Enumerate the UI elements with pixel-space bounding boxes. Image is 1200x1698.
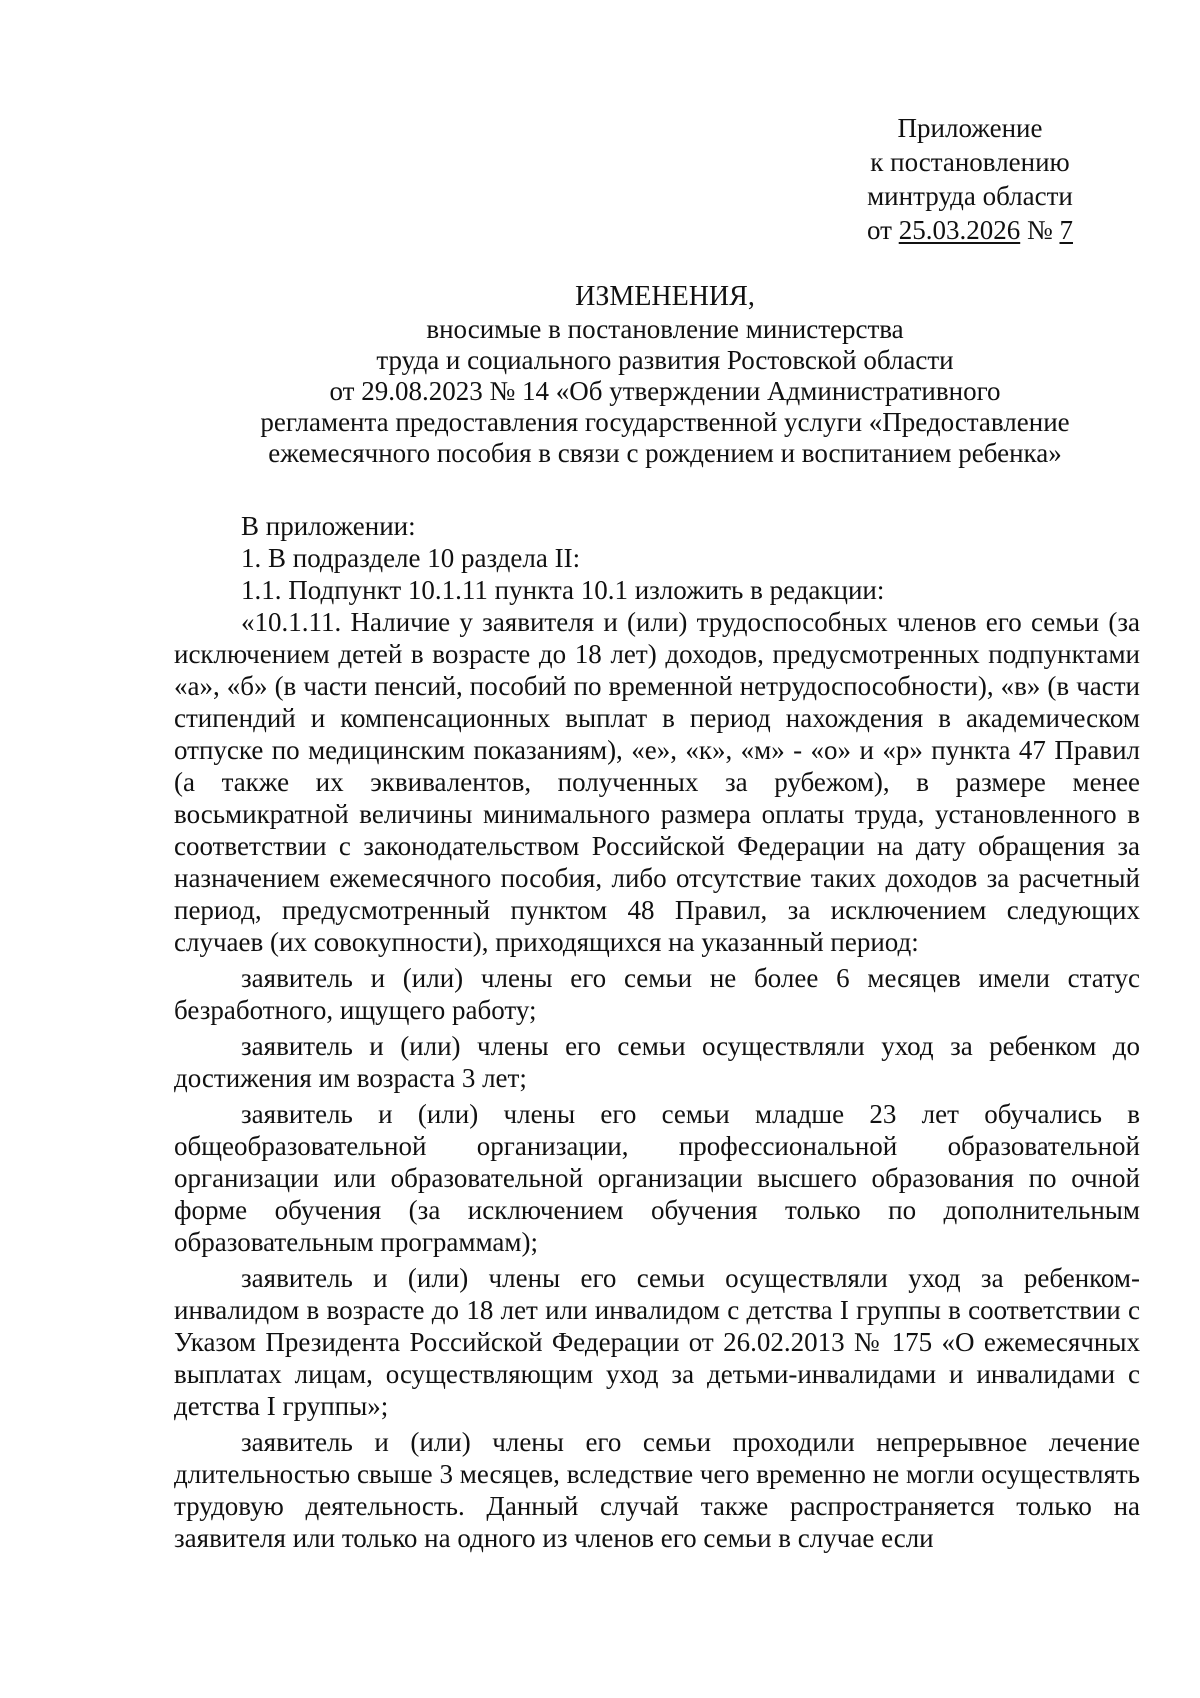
appendix-line-2: к постановлению [870,147,1070,177]
body-paragraph: заявитель и (или) члены его семьи не более 6 месяцев имели статус безработного, ищущего работу; [174,963,1140,1025]
title-line: ежемесячного пособия в связи с рождением и воспитанием ребенка» [268,438,1062,468]
document-body [174,510,1140,1554]
body-paragraph: 1.1. Подпункт 10.1.11 пункта 10.1 изложить в редакции: [241,575,885,605]
title-line: регламента предоставления государственной услуги «Предоставление [260,407,1070,437]
document-title [168,280,1162,469]
body-paragraph: «10.1.11. Наличие у заявителя и (или) трудоспособных членов его семьи (за исключением детей в возрасте до 18 лет) доходов, предусмотренных подпунктами «а», «б» (в части пенсий, пособий по временной нетрудоспособности), «в» (в части стипендий и компенсационных выплат в период нахождения в академическом отпуске по медицинским показаниям), «е», «к», «м» - «о» и «р» пункта 47 Правил (а также их эквивалентов, полученных за рубежом), в размере менее восьмикратной величины минимального размера оплаты труда, установленного в соответствии с законодательством Российской Федерации на дату обращения за назначением ежемесячного пособия, либо отсутствие таких доходов за расчетный период, предусмотренный пунктом 48 Правил, за исключением следующих случаев (их совокупности), приходящихся на указанный период: [174,607,1140,957]
appendix-block [820,111,1120,247]
title-line: труда и социального развития Ростовской области [376,345,954,375]
appendix-line-1: Приложение [897,113,1043,143]
body-paragraph: заявитель и (или) члены его семьи проходили непрерывное лечение длительностью свыше 3 месяцев, вследствие чего временно не могли осуществлять трудовую деятельность. Данный случай также распространяется только на заявителя или только на одного из членов его семьи в случае если [174,1427,1140,1553]
title-heading: ИЗМЕНЕНИЯ, [575,281,755,312]
title-line: от 29.08.2023 № 14 «Об утверждении Административного [329,376,1001,406]
appendix-date-prefix: от [867,215,899,245]
appendix-date: 25.03.2026 [898,215,1021,245]
title-line: вносимые в постановление министерства [426,314,904,344]
body-paragraph: 1. В подразделе 10 раздела II: [241,543,581,573]
body-paragraph: заявитель и (или) члены его семьи осуществляли уход за ребенком-инвалидом в возрасте до 18 лет или инвалидом с детства I группы в соответствии с Указом Президента Российской Федерации от 26.02.2013 № 175 «О ежемесячных выплатах лицам, осуществляющим уход за детьми-инвалидами и инвалидами с детства I группы»; [174,1263,1140,1421]
body-paragraph: заявитель и (или) члены его семьи осуществляли уход за ребенком до достижения им возраста 3 лет; [174,1031,1140,1093]
appendix-line-3: минтруда области [867,181,1073,211]
body-paragraph: заявитель и (или) члены его семьи младше 23 лет обучались в общеобразовательной организации, профессиональной образовательной организации или образовательной организации высшего образования по очной форме обучения (за исключением обучения только по дополнительным образовательным программам); [174,1099,1140,1257]
appendix-number: 7 [1059,215,1073,245]
appendix-number-prefix: № [1020,215,1060,245]
appendix-date-line [820,213,1120,247]
body-paragraph: В приложении: [241,511,416,541]
